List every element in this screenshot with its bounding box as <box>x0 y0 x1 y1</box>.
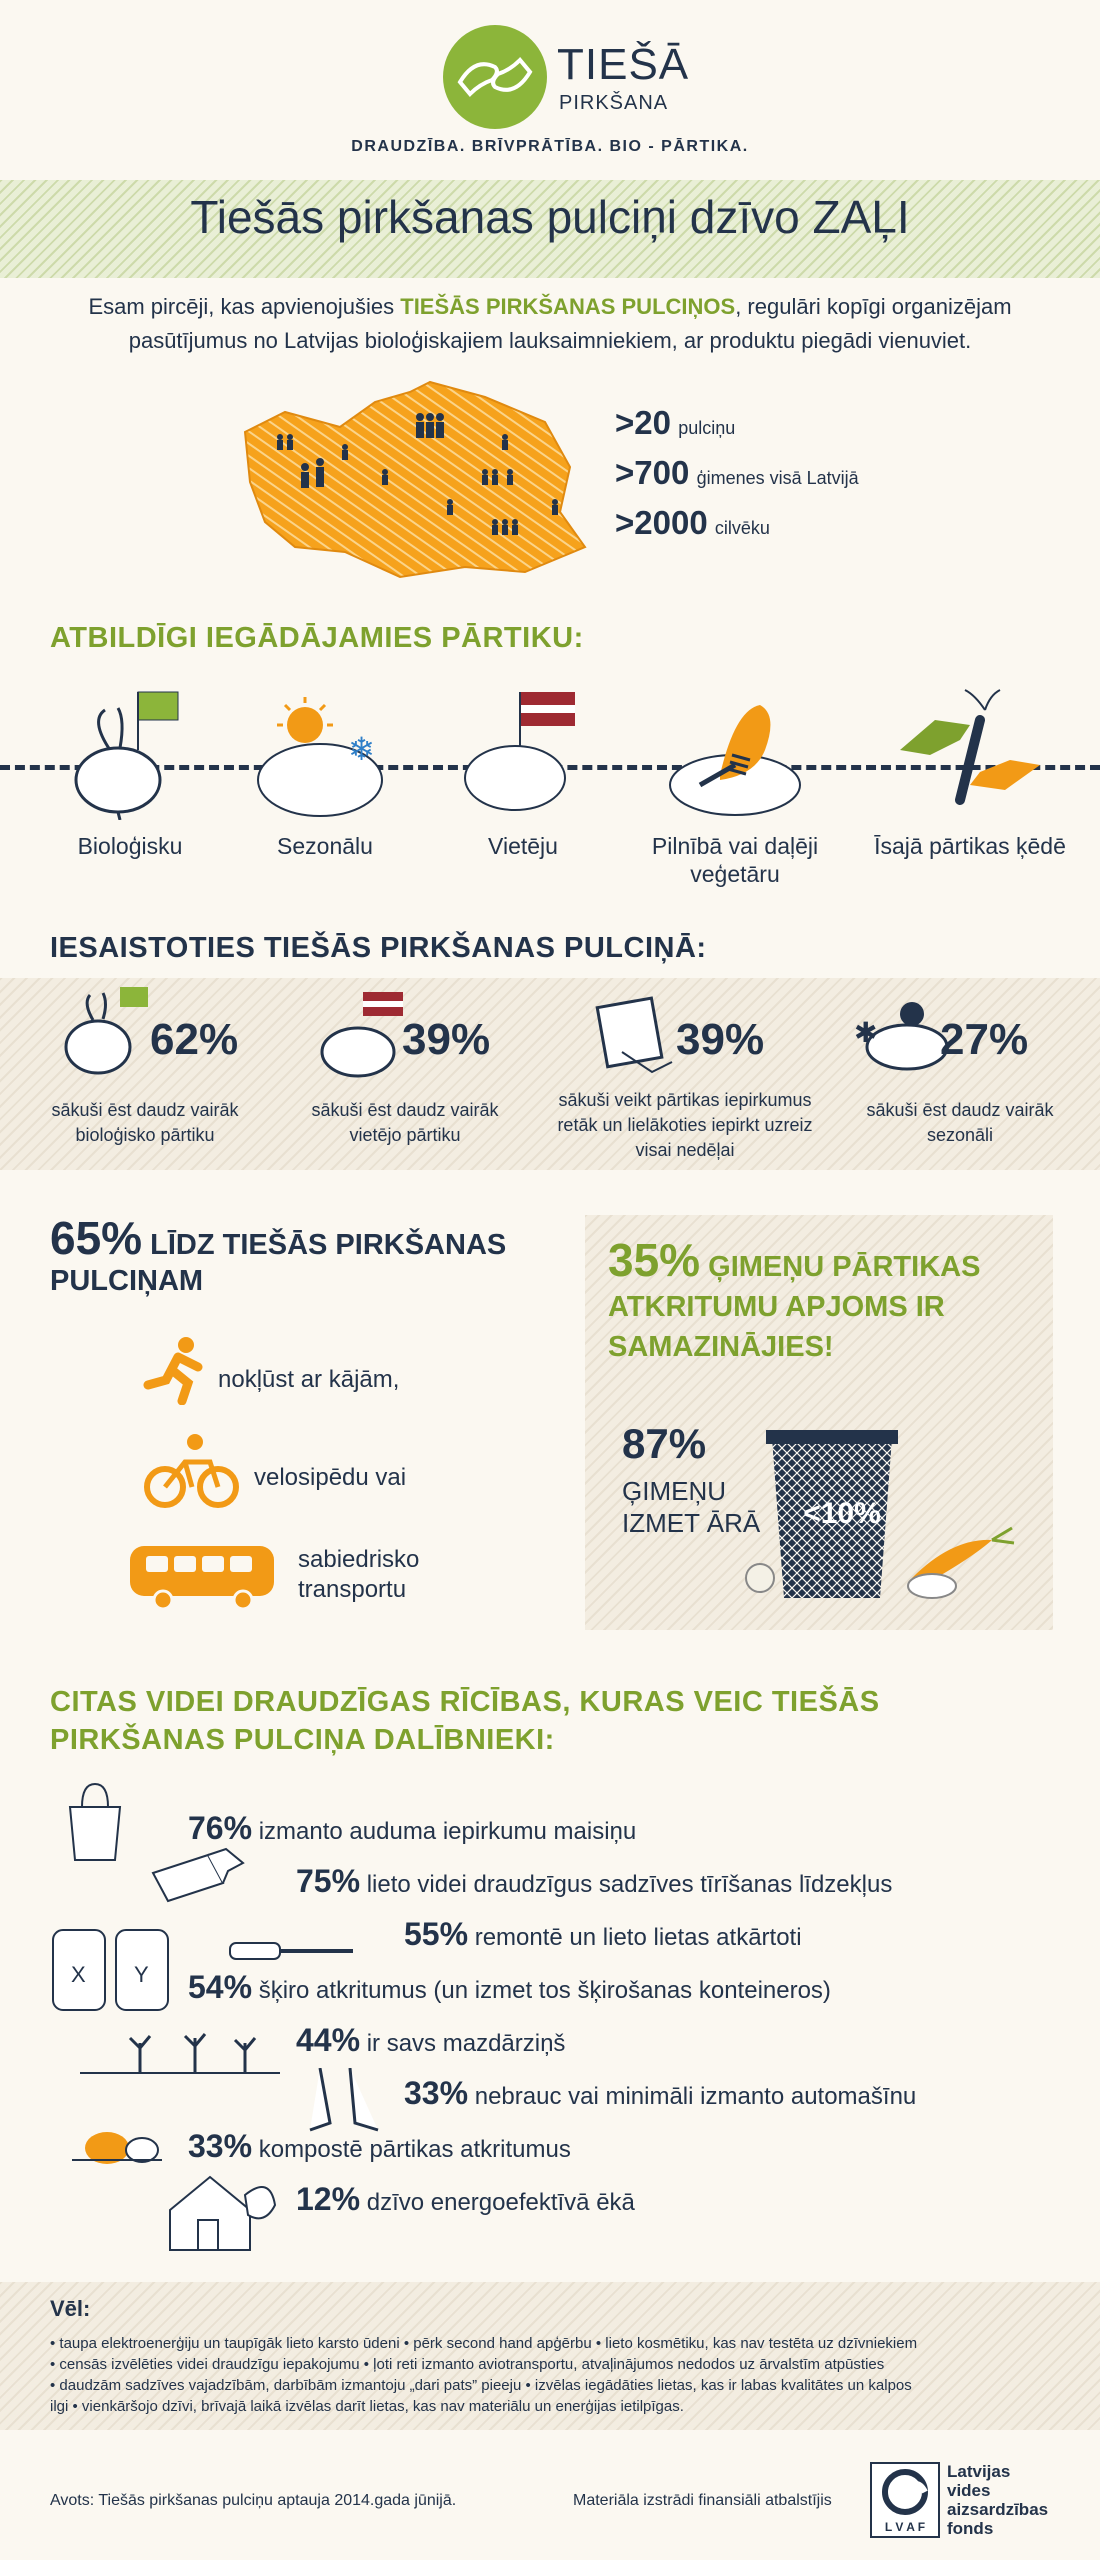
join-caption: sākuši ēst daudz vairāk bioloģisko pārtiku <box>51 1100 239 1145</box>
bin-letter-y: Y <box>134 1962 149 1987</box>
latvian-flag-plate-icon <box>318 990 408 1080</box>
sun-snowflake-plate-icon <box>852 992 952 1082</box>
families-text: ĢIMEŅU IZMET ĀRĀ <box>622 1476 761 1538</box>
join-caption: sākuši ēst daudz vairāk sezonāli <box>866 1100 1054 1145</box>
families-pct: 87% <box>622 1420 707 1467</box>
more-line: • censās izvēlēties videi draudzīgu iepakojumu • ļoti reti izmanto aviotransportu, atvaļinājumos nedodos uz ārvalstīm atpūsties <box>50 2356 885 2373</box>
bicycle-icon <box>140 1432 240 1512</box>
more-list <box>50 2333 1060 2417</box>
logo-title: TIEŠĀ <box>557 40 690 89</box>
stat-row: >2000 cilvēku <box>615 504 770 541</box>
intro-highlight: TIEŠĀS PIRKŠANAS PULCIŅOS <box>400 294 736 319</box>
food-label: Sezonālu <box>277 833 373 859</box>
cleaning-bottle-icon <box>148 1843 258 1903</box>
food-label: Bioloģisku <box>77 833 183 859</box>
page-title: Tiešās pirkšanas pulciņi dzīvo ZAĻI <box>190 191 910 243</box>
food-label: Pilnībā vai daļēji veģetāru <box>651 833 819 887</box>
other-section-title: CITAS VIDEI DRAUDZĪGAS RĪCĪBAS, KURAS VEIC TIEŠĀS PIRKŠANAS PULCIŅA DALĪBNIEKI: <box>50 1686 880 1756</box>
waste-heading: 35% ĢIMEŅU PĀRTIKAS ATKRITUMU APJOMS IR SAMAZINĀJIES! <box>608 1234 981 1363</box>
join-pct: 39% <box>402 1015 491 1064</box>
energy-efficient-house-icon <box>160 2165 280 2255</box>
join-caption: sākuši ēst daudz vairāk vietējo pārtiku <box>311 1100 499 1145</box>
other-item: 76% izmanto auduma iepirkumu maisiņu <box>188 1810 637 1846</box>
stats-list <box>615 404 859 554</box>
lvaf-name: Latvijas vides aizsardzības fonds <box>947 2462 1049 2538</box>
join-pct: 27% <box>940 1015 1029 1064</box>
transport-heading: 65% LĪDZ TIEŠĀS PIRKŠANAS PULCIŅAM <box>50 1212 507 1297</box>
join-section-title: IESAISTOTIES TIEŠĀS PIRKŠANAS PULCIŅĀ: <box>50 932 707 964</box>
food-section-title: ATBILDĪGI IEGĀDĀJAMIES PĀRTIKU: <box>50 622 584 654</box>
svg-text:✱: ✱ <box>854 1017 878 1048</box>
other-item: 33% kompostē pārtikas atkritumus <box>188 2128 571 2164</box>
svg-text:❄: ❄ <box>348 731 375 767</box>
stat-row: >20 pulciņu <box>615 404 736 441</box>
tagline: DRAUDZĪBA. BRĪVPRĀTĪBA. BIO - PĀRTIKA. <box>351 138 749 155</box>
carrot-fork-plate-icon <box>660 690 810 820</box>
other-item: 54% šķiro atkritumus (un izmet tos šķirošanas konteineros) <box>188 1969 831 2005</box>
other-item: 12% dzīvo energoefektīvā ēkā <box>296 2181 635 2217</box>
food-label: Īsajā pārtikas ķēdē <box>874 833 1066 859</box>
hands-carrot-icon <box>890 680 1050 820</box>
lvaf-logo-icon <box>870 2462 940 2538</box>
join-pct: 62% <box>150 1015 239 1064</box>
transport-mode: nokļūst ar kājām, <box>218 1366 400 1393</box>
transport-mode: velosipēdu vai <box>254 1464 407 1491</box>
stat-row: >700 ģimenes visā Latvijā <box>615 454 859 491</box>
bus-icon <box>128 1544 278 1614</box>
food-label: Vietēju <box>488 833 558 859</box>
beet-eu-organic-icon <box>50 690 200 820</box>
beet-eu-organic-icon <box>48 985 158 1085</box>
bin-label: <10% <box>803 1497 881 1530</box>
support-text: Materiāla izstrādi finansiāli atbalstījis <box>573 2492 832 2509</box>
tote-bag-icon <box>60 1782 130 1862</box>
latvian-flag-plate-icon <box>460 690 590 820</box>
walking-legs-icon <box>300 2068 390 2136</box>
walking-person-icon <box>138 1335 218 1405</box>
join-caption: sākuši veikt pārtikas iepirkumus retāk un lielākoties iepirkt uzreiz visai nedēļai <box>557 1090 813 1160</box>
more-title: Vēl: <box>50 2296 91 2321</box>
other-item: 44% ir savs mazdārziņš <box>296 2022 566 2058</box>
transport-mode: sabiedrisko transportu <box>298 1546 420 1603</box>
other-item: 33% nebrauc vai minimāli izmanto automašīnu <box>404 2075 917 2111</box>
more-line: • daudzām sadzīves vajadzībām, darbībām izmantoju „dari pats” pieeju • izvēlas iegādāties lietas, kas ir labas kvalitātes un kalpos <box>50 2377 912 2394</box>
tear-off-calendar-icon <box>592 992 682 1082</box>
logo-subtitle: PIRKŠANA <box>559 92 669 114</box>
logo-hands-icon <box>440 22 550 132</box>
bin-letter-x: X <box>71 1962 86 1987</box>
intro-before: Esam pircēji, kas apvienojušies <box>88 294 401 319</box>
source-text: Avots: Tiešās pirkšanas pulciņu aptauja 2014.gada jūnijā. <box>50 2492 457 2509</box>
compost-vegetables-icon <box>62 2110 172 2170</box>
sorting-bins-icon <box>48 1920 178 2015</box>
intro-after: , regulāri kopīgi organizējam pasūtījumus no Latvijas bioloģiskajiem lauksaimniekiem, ar produktu piegādi vienuviet. <box>128 294 1012 353</box>
lvaf-abbr: L V A F <box>884 2520 926 2534</box>
garden-plants-icon <box>80 2018 280 2078</box>
other-item: 75% lieto videi draudzīgus sadzīves tīrīšanas līdzekļus <box>296 1863 893 1899</box>
join-pct: 39% <box>676 1015 765 1064</box>
sun-snowflake-plate-icon <box>250 695 390 820</box>
latvia-map-icon <box>225 372 595 587</box>
lvaf-swirl-icon <box>872 2466 938 2518</box>
more-line: ilgi • vienkāršojo dzīvi, brīvajā laikā izvēlas darīt lietas, kas nav materiālu un enerģijas ietilpīgas. <box>50 2398 684 2415</box>
screwdriver-icon <box>228 1925 358 1975</box>
intro-text <box>45 290 1055 358</box>
more-line: • taupa elektroenerģiju un taupīgāk lieto karsto ūdeni • pērk second hand apģērbu • lieto kosmētiku, kas nav testēta uz dzīvniekiem <box>50 2335 918 2352</box>
other-item: 55% remontē un lieto lietas atkārtoti <box>404 1916 802 1952</box>
